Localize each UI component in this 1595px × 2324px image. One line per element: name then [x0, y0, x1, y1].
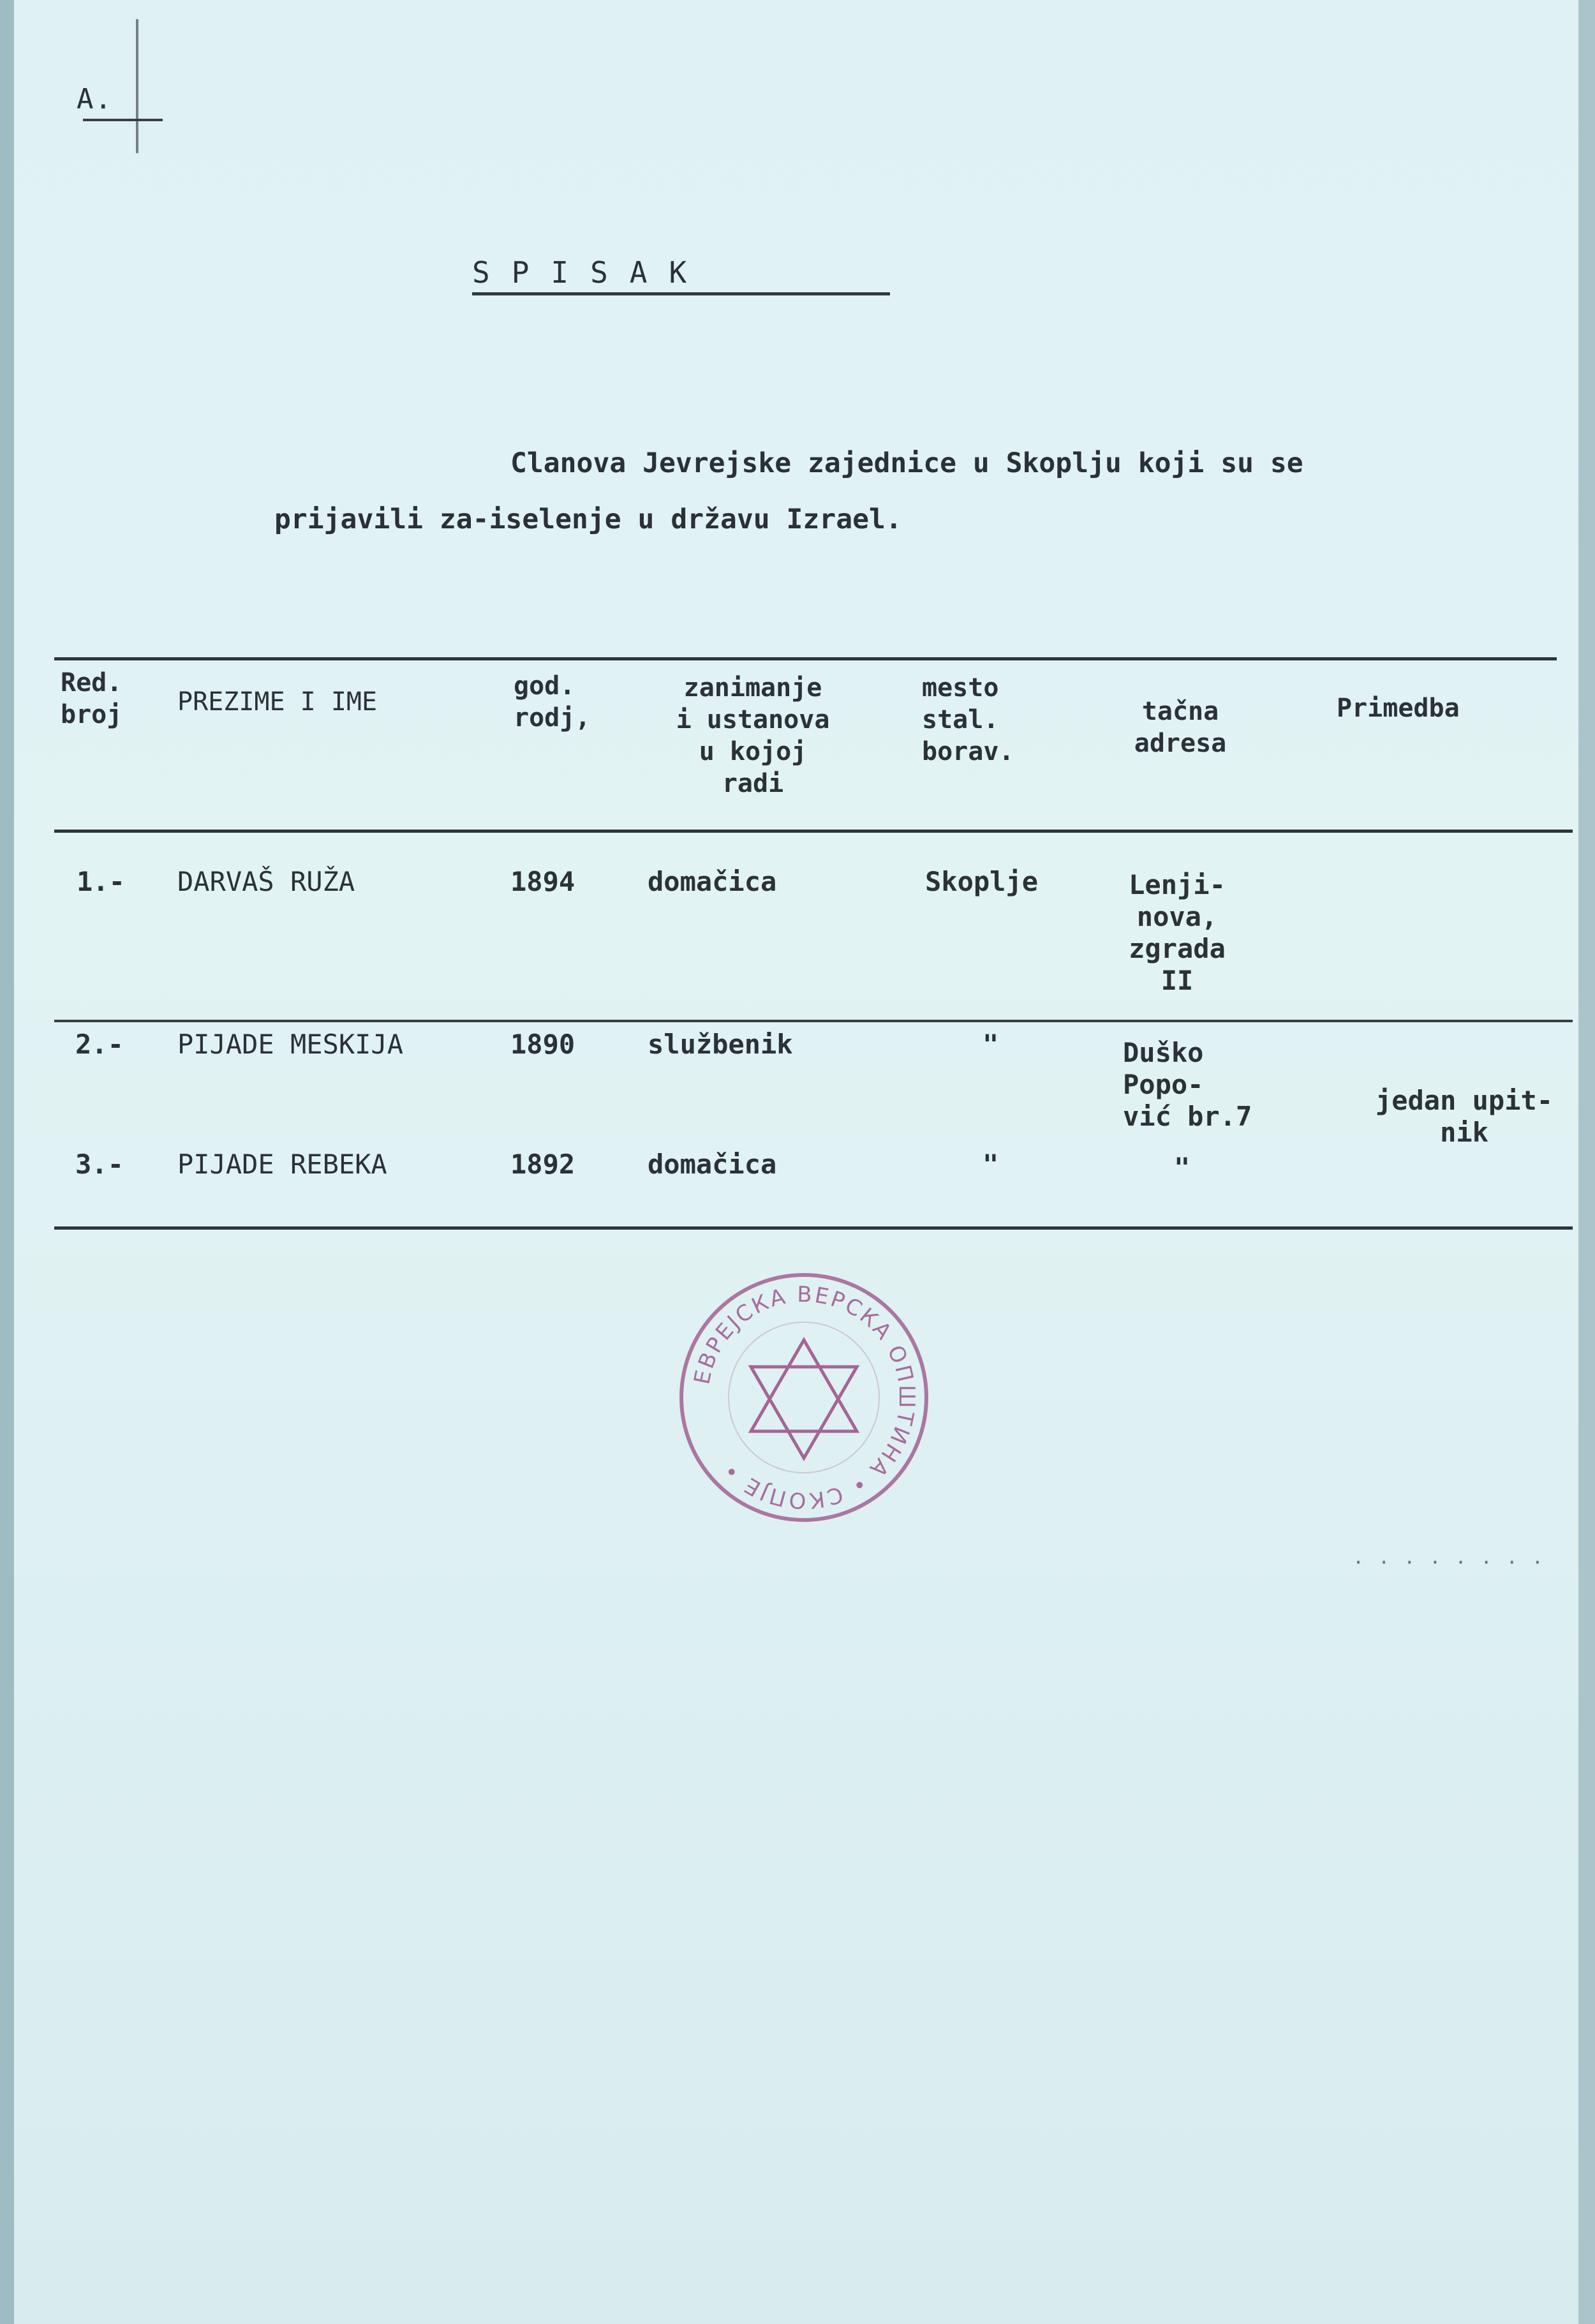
- header-name: PREZIME I IME: [177, 687, 378, 717]
- row2-num: 2.-: [75, 1029, 124, 1060]
- community-stamp: [673, 1267, 935, 1528]
- intro-paragraph: [274, 435, 1487, 547]
- row3-year: 1892: [510, 1149, 575, 1180]
- row1-num: 1.-: [77, 866, 125, 897]
- star-of-david-icon: [751, 1340, 857, 1458]
- document-title: SPISAK: [472, 255, 709, 290]
- stamp-outer-ring: [681, 1275, 926, 1520]
- ink-dots: · · · · · · · ·: [1353, 1552, 1545, 1574]
- row2-address: Duško Popo- vić br.7: [1123, 1037, 1252, 1132]
- row3-occupation: domačica: [648, 1149, 777, 1180]
- row3-address: ": [1174, 1152, 1191, 1183]
- row1-name: DARVAŠ RUŽA: [177, 866, 355, 897]
- table-bottom-rule: [54, 1226, 1573, 1230]
- corner-underline: [83, 119, 163, 121]
- header-residence: mesto stal. borav.: [922, 673, 1014, 766]
- row-divider-rule: [54, 1020, 1573, 1022]
- row2-note: jedan upit- nik: [1375, 1085, 1554, 1148]
- header-occupation: zanimanje i ustanova u kojoj radi: [676, 673, 830, 798]
- row2-occupation: službenik: [648, 1029, 793, 1060]
- header-note: Primedba: [1337, 694, 1460, 723]
- row1-residence: Skoplje: [925, 866, 1039, 897]
- row1-year: 1894: [510, 866, 575, 897]
- header-bottom-rule: [54, 830, 1573, 833]
- header-num: Red. broj: [61, 668, 122, 729]
- row2-residence: ": [983, 1029, 999, 1060]
- corner-label: A.: [77, 83, 113, 115]
- page-edge-right: [1578, 0, 1595, 2324]
- row3-residence: ": [983, 1149, 999, 1180]
- row2-year: 1890: [510, 1029, 575, 1060]
- page-edge-left: [0, 0, 14, 2324]
- pen-mark: [136, 19, 138, 153]
- title-underline: [472, 292, 890, 295]
- intro-line-1: Clanova Jevrejske zajednice u Skoplju koji su se: [510, 447, 1303, 479]
- header-address: tačna adresa: [1134, 697, 1227, 758]
- stamp-text: ЕВРЕЈСКА ВЕРСКА ОПШТИНА • СКОПЈЕ •: [689, 1281, 920, 1514]
- table-top-rule: [54, 657, 1557, 660]
- row1-occupation: domačica: [648, 866, 777, 897]
- intro-line-2: prijavili za-iselenje u državu Izrael.: [274, 503, 902, 535]
- header-year: god. rodj,: [514, 671, 591, 733]
- row1-address: Lenji- nova, zgrada II: [1129, 869, 1226, 996]
- row3-name: PIJADE REBEKA: [177, 1149, 387, 1180]
- row2-name: PIJADE MESKIJA: [177, 1029, 404, 1060]
- stamp-inner-ring: [729, 1322, 879, 1473]
- row3-num: 3.-: [75, 1149, 124, 1180]
